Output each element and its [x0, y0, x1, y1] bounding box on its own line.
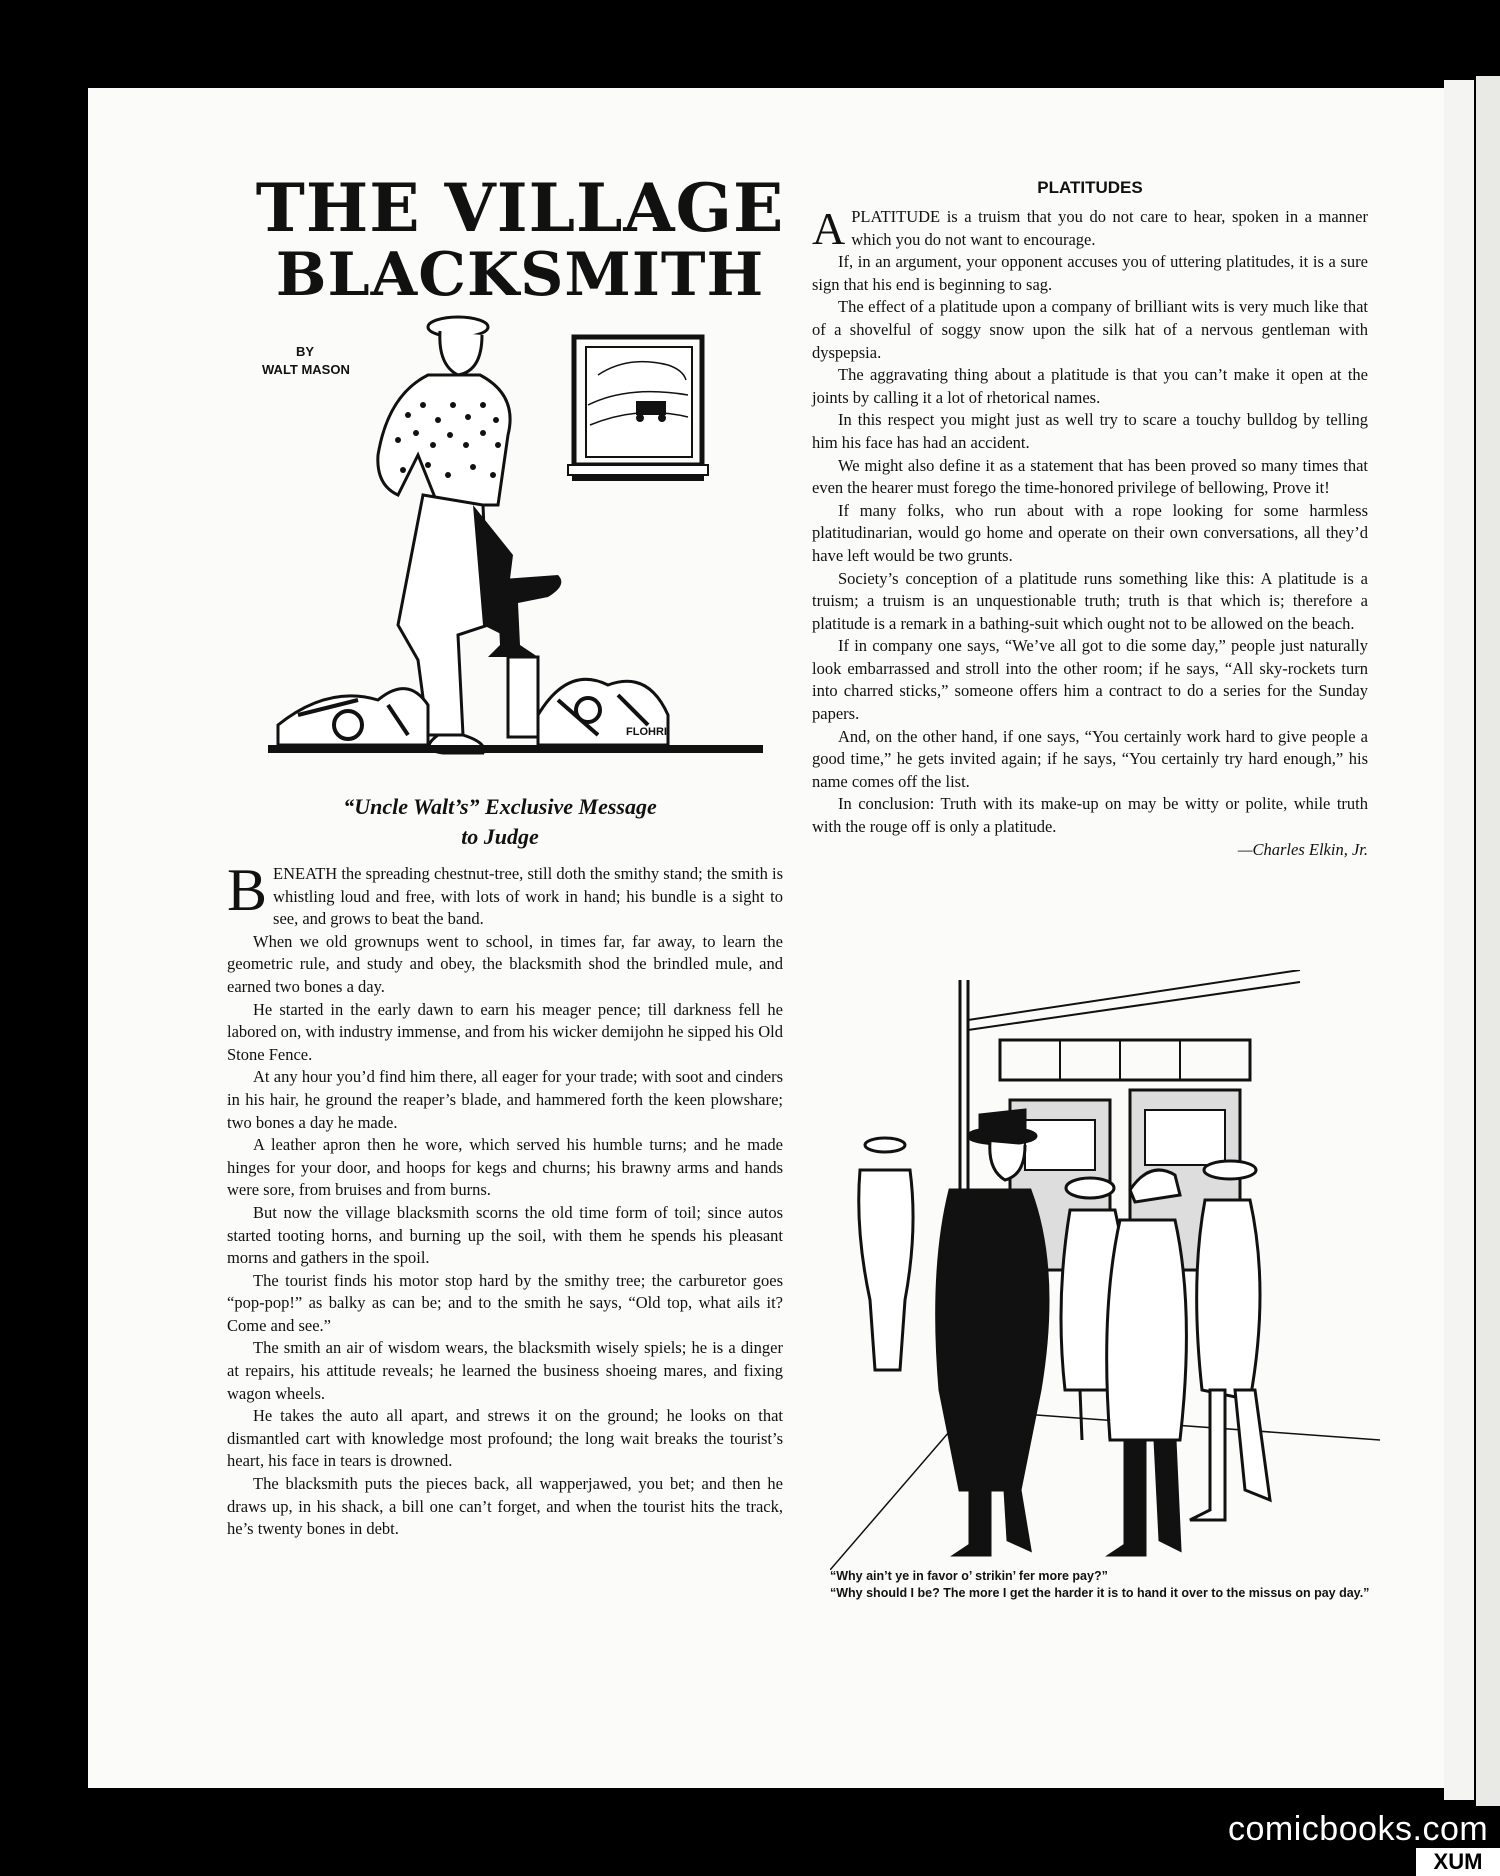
title-line-2: BLACKSMITH: [275, 240, 765, 310]
subhead-line-2: to Judge: [461, 824, 539, 849]
platitudes-paragraph: If, in an argument, your opponent accuses you of uttering platitudes, it is a sure sign that his end is beginning to sag.: [812, 252, 1368, 294]
caption-line-2: “Why should I be? The more I get the harder it is to hand it over to the missus on pay day.”: [830, 1586, 1370, 1600]
blacksmith-article-body: [227, 857, 783, 1541]
article-paragraph: The blacksmith puts the pieces back, all wapperjawed, you bet; and then he draws up, in his shack, a bill one can’t forget, and when the tourist hits the track, he’s twenty bones in debt.: [227, 1474, 783, 1539]
platitudes-paragraph: And, on the other hand, if one says, “You certainly work hard to give people a good time,” he gets invited again; if he says, “You certainly try hard enough,” his name comes off the list.: [812, 726, 1368, 791]
subhead-line-1: “Uncle Walt’s” Exclusive Message: [343, 794, 657, 819]
article-paragraph: The tourist finds his motor stop hard by the smithy tree; the carburetor goes “pop-pop!” as balky as can be; and to the smith he says, “Old top, what ails it? Come and see.”: [227, 1270, 783, 1335]
article-paragraph: A leather apron then he wore, which served his humble turns; and he made hinges for your door, and hoops for kegs and churns; his brawny arms and hands were sore, from bruises and from burns.: [227, 1135, 783, 1200]
platitudes-paragraph: The aggravating thing about a platitude is that you can’t make it open at the joints by calling it a lot of rhetorical names.: [812, 365, 1368, 407]
article-paragraph: But now the village blacksmith scorns the old time form of toil; since autos started tooting horns, and burning up the soil, with them he spends his pleasant morns and gathers in the spoil.: [227, 1202, 783, 1268]
platitudes-signature: —Charles Elkin, Jr.: [1237, 839, 1368, 859]
adjacent-page-edge-outer: [1476, 76, 1500, 1806]
platitudes-body: [812, 203, 1368, 861]
article-title: [250, 169, 790, 310]
article-paragraph: He takes the auto all apart, and strews it on the ground; he looks on that dismantled cart with knowledge most profound; the long wait breaks the tourist’s heart, his face in tears is drowned.: [227, 1406, 783, 1471]
platitudes-paragraph: The effect of a platitude upon a company of brilliant wits is very much like that of a shovelful of soggy snow upon the silk hat of a nervous gentleman with dyspepsia.: [812, 297, 1368, 362]
adjacent-page-edge: [1444, 80, 1474, 1800]
article-paragraph: At any hour you’d find him there, all eager for your trade; with soot and cinders in his hair, he ground the reaper’s blade, and hammered forth the keen plowshare; two bones a day he made.: [227, 1067, 783, 1132]
byline-author: WALT MASON: [262, 362, 350, 377]
title-line-1: THE VILLAGE: [255, 169, 785, 247]
platitudes-paragraph: We might also define it as a statement that has been proved so many times that even the hearer must forego the time-honored privilege of bellowing, Prove it!: [812, 455, 1368, 498]
drop-cap: A: [812, 203, 846, 254]
platitudes-paragraph: If in company one says, “We’ve all got to die some day,” people just naturally look embarrassed and stroll into the other room; if he says, “All sky-rockets turn into charred sticks,” someone offers him a contract to do a series for the Sunday papers.: [812, 636, 1368, 724]
platitudes-paragraph: In this respect you might just as well try to scare a touchy bulldog by telling him his face has had an accident.: [812, 410, 1368, 452]
platitudes-paragraph: Society’s conception of a platitude runs something like this: A platitude is a truism; a truism is an unquestionable truth; truth is that which is; therefore a platitude is a remark in a bathing-suit which ought not to be allowed on the beach.: [812, 568, 1368, 633]
cartoon-caption: [810, 1568, 1370, 1602]
article-paragraph: He started in the early dawn to earn his meager pence; till darkness fell he labored on, with industry immense, and from his wicker demijohn he sipped his Old Stone Fence.: [227, 999, 783, 1064]
platitudes-heading: PLATITUDES: [1037, 178, 1143, 197]
article-paragraph: The smith an air of wisdom wears, the blacksmith wisely spiels; he is a dinger at repairs, his attitude reveals; he learned the business shoeing mares, and fixing wagon wheels.: [227, 1338, 783, 1403]
illustration-signature: FLOHRI: [626, 726, 667, 738]
platitudes-paragraph: APLATITUDE is a truism that you do not care to hear, spoken in a manner which you do not want to encourage.: [812, 203, 1368, 254]
drop-cap: B: [227, 857, 268, 923]
article-subhead: [230, 792, 770, 852]
article-paragraph: BENEATH the spreading chestnut-tree, still doth the smithy stand; the smith is whistling loud and free, with lots of work in hand; his bundle is a sight to see, and grows to beat the band.: [227, 857, 783, 929]
strike-cartoon-illustration: [830, 970, 1380, 1570]
byline-by: BY: [295, 344, 315, 359]
source-watermark: comicbooks.com: [1228, 1810, 1489, 1848]
platitudes-paragraph: If many folks, who run about with a rope looking for some harmless platitudinarian, would go home and operate on their own conversations, all they’d have left would be two grunts.: [812, 500, 1368, 565]
caption-line-1: “Why ain’t ye in favor o’ strikin’ fer more pay?”: [830, 1569, 1108, 1583]
corner-badge: XUM: [1416, 1848, 1500, 1876]
platitudes-paragraph: In conclusion: Truth with its make-up on may be witty or polite, while truth with the rouge off is only a platitude.: [812, 794, 1368, 837]
article-paragraph: When we old grownups went to school, in times far, far away, to learn the geometric rule, and study and obey, the blacksmith shod the brindled mule, and earned two bones a day.: [227, 931, 783, 996]
